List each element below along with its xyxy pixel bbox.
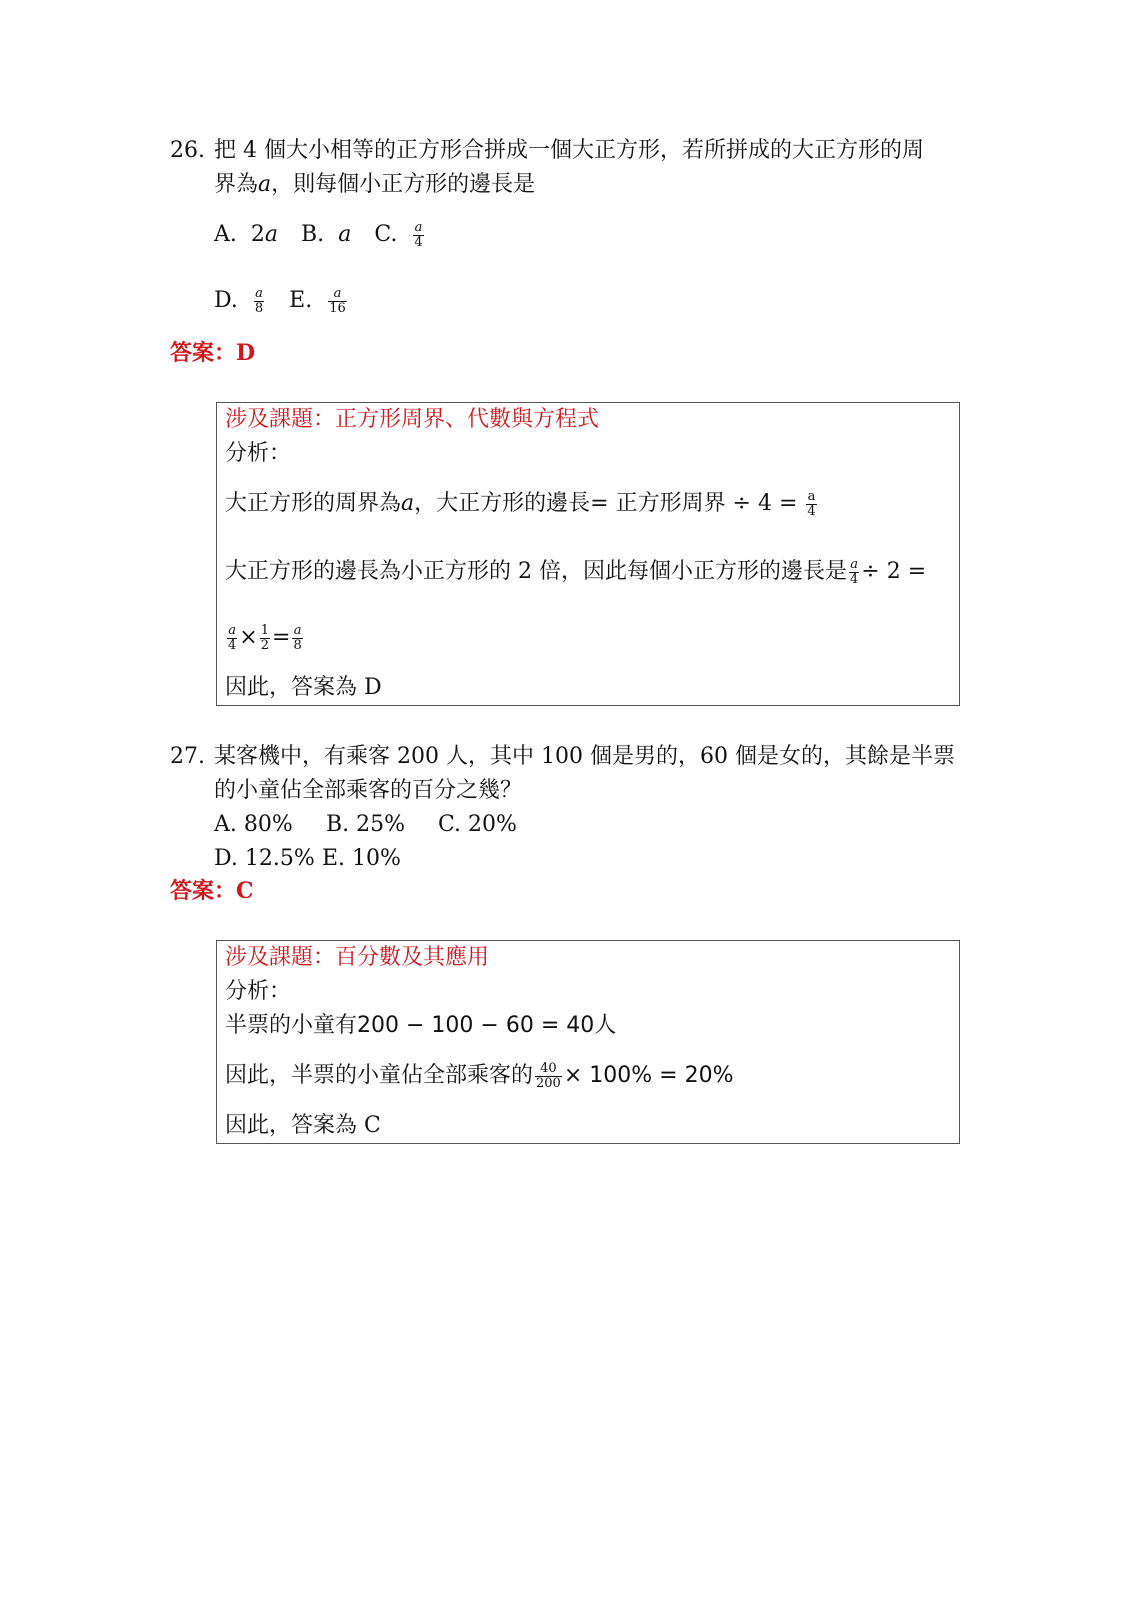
q26-step3: $\frac{a}{4}$ × $\frac{1}{2}$ = $\frac{a}{8}$	[228, 622, 302, 653]
q27-topic: 涉及課題：百分數及其應用	[225, 945, 490, 970]
question-27-analysis-box	[216, 940, 960, 1144]
q26-topic: 涉及課題：正方形周界、代數與方程式	[225, 407, 600, 432]
option-c: C. $\frac{a}{4}$	[374, 219, 423, 250]
q27-step1: 半票的小童有200 − 100 − 60 = 40人	[225, 1013, 617, 1038]
question-26-options-row2	[214, 286, 365, 316]
option-d: D. 12.5%	[214, 846, 315, 871]
q26-conclusion: 因此，答案為 D	[225, 675, 382, 700]
question-26-text-line2: 界為a，則每個小正方形的邊長是	[214, 172, 536, 197]
question-27-text-line1: 某客機中，有乘客 200 人，其中 100 個是男的，60 個是女的，其餘是半票	[214, 744, 955, 769]
option-d: D. $\frac{a}{8}$	[214, 285, 264, 316]
option-b: B. a	[301, 222, 352, 247]
q26-analysis-label: 分析：	[225, 441, 292, 466]
q27-conclusion: 因此，答案為 C	[225, 1113, 381, 1138]
question-26-number: 26.	[170, 138, 205, 163]
option-a: A. 2a	[214, 222, 279, 247]
q26-step2: 大正方形的邊長為小正方形的 2 倍，因此每個小正方形的邊長是 $\frac{a}{4}$ ÷ 2 =	[225, 556, 927, 587]
q27-step2: 因此，半票的小童佔全部乘客的 $\frac{40}{200}$ × 100% = 20%	[225, 1060, 734, 1091]
option-c: C. 20%	[438, 812, 517, 837]
option-a: A. 80%	[214, 812, 293, 837]
question-26-options-row1	[214, 220, 442, 250]
question-27-answer: 答案：C	[170, 878, 254, 904]
question-27-options-row1	[214, 810, 517, 840]
question-27-number: 27.	[170, 744, 205, 769]
question-26-answer: 答案：D	[170, 340, 256, 366]
question-26-analysis-box	[216, 402, 960, 706]
q26-step1: 大正方形的周界為a，大正方形的邊長= 正方形周界 ÷ 4 = $\frac{a}{4}$	[225, 488, 816, 519]
option-e: E. $\frac{a}{16}$	[289, 285, 346, 316]
q27-analysis-label: 分析：	[225, 979, 292, 1004]
question-27-text-line2: 的小童佔全部乘客的百分之幾？	[214, 778, 523, 803]
option-e: E. 10%	[322, 846, 401, 871]
option-b: B. 25%	[326, 812, 406, 837]
question-27-options-row2	[214, 844, 401, 874]
question-26-text-line1: 把 4 個大小相等的正方形合拼成一個大正方形，若所拼成的大正方形的周	[214, 138, 924, 163]
